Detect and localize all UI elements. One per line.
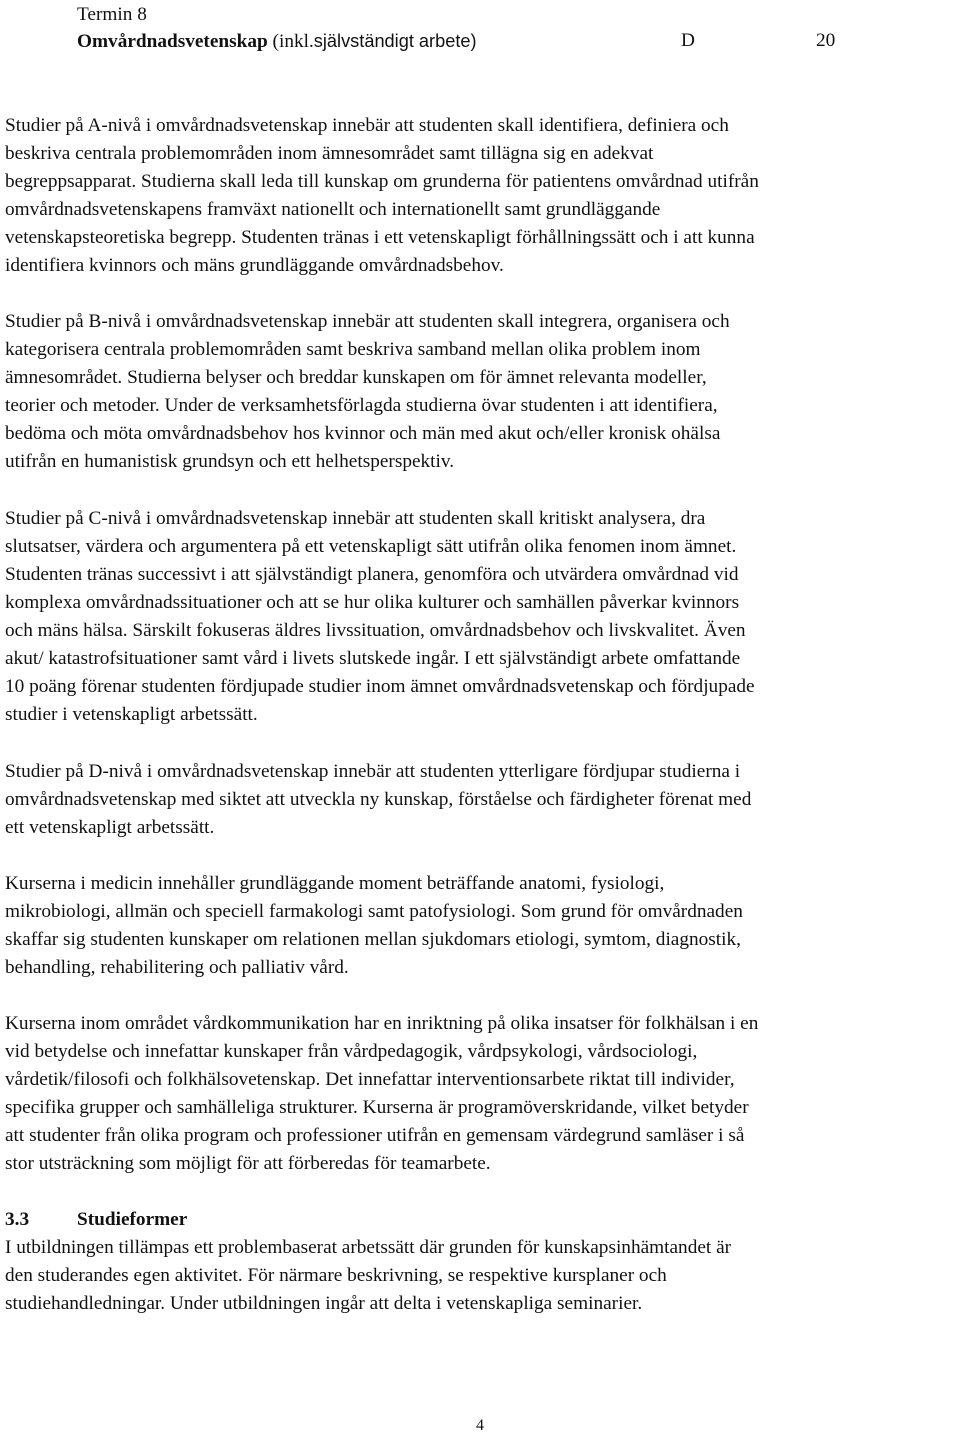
paragraph-line: teorier och metoder. Under de verksamhetsförlagda studierna övar studenten i att identifiera, [5, 395, 718, 416]
paragraph-line: komplexa omvårdnadssituationer och att se hur olika kulturer och samhällen påverkar kvinnors [5, 592, 740, 613]
paragraph-line: behandling, rehabilitering och palliativ vård. [5, 957, 349, 978]
paragraph-line: Studier på C-nivå i omvårdnadsvetenskap innebär att studenten skall kritiskt analysera, dra [5, 508, 706, 529]
course-title [77, 28, 477, 55]
paragraph-line: slutsatser, värdera och argumentera på ett vetenskapligt sätt utifrån olika fenomen inom ämnet. [5, 536, 737, 557]
paragraph-line: och mäns hälsa. Särskilt fokuseras äldres livssituation, omvårdnadsbehov och livskvalitet. Även [5, 620, 746, 641]
paragraph-line: skaffar sig studenten kunskaper om relationen mellan sjukdomars etiologi, symtom, diagnostik, [5, 929, 741, 950]
paragraph-line: stor utsträckning som möjligt för att förberedas för teamarbete. [5, 1153, 491, 1174]
course-title-rest: självständigt arbete) [313, 31, 477, 51]
paragraph-line: att studenter från olika program och professioner utifrån en gemensam värdegrund samläser i så [5, 1125, 745, 1146]
paragraph-line: Kurserna inom området vårdkommunikation har en inriktning på olika insatser för folkhälsan i en [5, 1013, 759, 1034]
paragraph-line: 10 poäng förenar studenten fördjupade studier inom ämnet omvårdnadsvetenskap och fördjupade [5, 676, 755, 697]
paragraph-line: omvårdnadsvetenskap med siktet att utveckla ny kunskap, förståelse och färdigheter förenat med [5, 789, 752, 810]
paragraph-line: ämnesområdet. Studierna belyser och breddar kunskapen om för ämnet relevanta modeller, [5, 367, 707, 388]
paragraph-line: Studenten tränas successivt i att självständigt planera, genomföra och utvärdera omvårdnad vid [5, 564, 739, 585]
paragraph-line: Studier på B-nivå i omvårdnadsvetenskap innebär att studenten skall integrera, organisera och [5, 311, 730, 332]
course-level: D [681, 30, 695, 51]
section-number: 3.3 [5, 1209, 30, 1230]
paragraph-line: begreppsapparat. Studierna skall leda till kunskap om grunderna för patientens omvårdnad utifrån [5, 171, 759, 192]
paragraph-line: omvårdnadsvetenskapens framväxt nationellt och internationellt samt grundläggande [5, 199, 661, 220]
paragraph-line: Studier på A-nivå i omvårdnadsvetenskap innebär att studenten skall identifiera, definiera och [5, 115, 729, 136]
paragraph-line: akut/ katastrofsituationer samt vård i livets slutskede ingår. I ett självständigt arbete omfattande [5, 648, 741, 669]
paragraph-line: beskriva centrala problemområden inom ämnesområdet samt tillägna sig en adekvat [5, 143, 654, 164]
paragraph-line: vetenskapsteoretiska begrepp. Studenten tränas i ett vetenskapligt förhållningssätt och i att kunna [5, 227, 755, 248]
paragraph-line: studier i vetenskapligt arbetssätt. [5, 704, 258, 725]
page-number: 4 [476, 1417, 484, 1434]
paragraph-line: identifiera kvinnors och mäns grundläggande omvårdnadsbehov. [5, 255, 504, 276]
paragraph-line: utifrån en humanistisk grundsyn och ett helhetsperspektiv. [5, 451, 455, 472]
course-credits: 20 [816, 30, 836, 51]
course-title-bold: Omvårdnadsvetenskap [77, 31, 268, 52]
paragraph-line: I utbildningen tillämpas ett problembaserat arbetssätt där grunden för kunskapsinhämtandet är [5, 1237, 732, 1258]
paragraph-line: studiehandledningar. Under utbildningen ingår att delta i vetenskapliga seminarier. [5, 1293, 643, 1314]
paragraph-line: vid betydelse och innefattar kunskaper från vårdpedagogik, vårdpsykologi, vårdsociologi, [5, 1041, 698, 1062]
paragraph-line: Studier på D-nivå i omvårdnadsvetenskap innebär att studenten ytterligare fördjupar studierna i [5, 761, 741, 782]
paragraph-line: ett vetenskapligt arbetssätt. [5, 817, 215, 838]
term-label: Termin 8 [77, 4, 147, 25]
section-heading: Studieformer [77, 1209, 188, 1230]
paragraph-line: mikrobiologi, allmän och speciell farmakologi samt patofysiologi. Som grund för omvårdnaden [5, 901, 743, 922]
paragraph-line: kategorisera centrala problemområden samt beskriva samband mellan olika problem inom [5, 339, 701, 360]
paragraph-line: bedöma och möta omvårdnadsbehov hos kvinnor och män med akut och/eller kronisk ohälsa [5, 423, 721, 444]
course-title-paren: (inkl. [272, 31, 314, 52]
paragraph-line: specifika grupper och samhälleliga strukturer. Kurserna är programöverskridande, vilket betyder [5, 1097, 749, 1118]
paragraph-line: vårdetik/filosofi och folkhälsovetenskap. Det innefattar interventionsarbete riktat till individer, [5, 1069, 735, 1090]
paragraph-line: den studerandes egen aktivitet. För närmare beskrivning, se respektive kursplaner och [5, 1265, 667, 1286]
paragraph-line: Kurserna i medicin innehåller grundläggande moment beträffande anatomi, fysiologi, [5, 873, 665, 894]
